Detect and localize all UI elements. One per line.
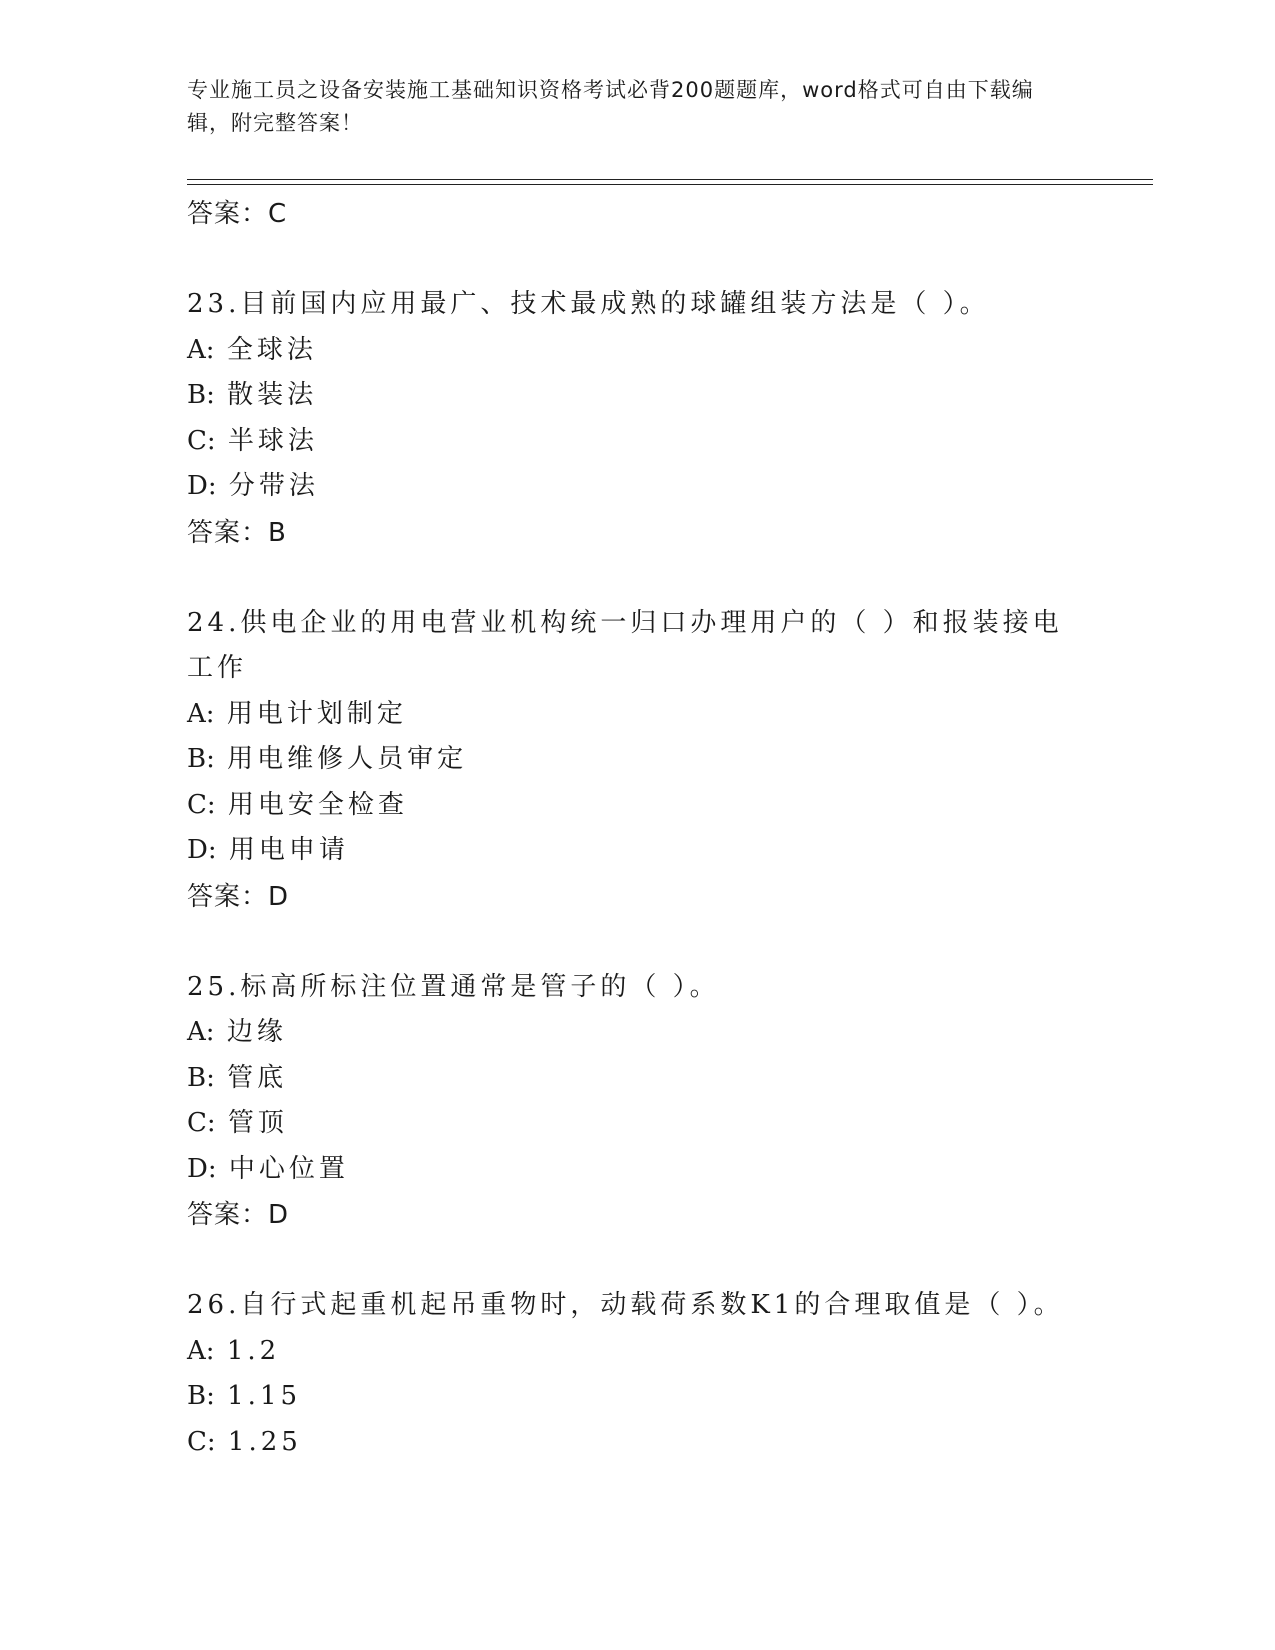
question-stem: 23.目前国内应用最广、技术最成熟的球罐组装方法是（ ）。 (187, 289, 990, 319)
document-header: 专业施工员之设备安装施工基础知识资格考试必背200题题库，word格式可自由下载编辑，附完整答案！ (187, 78, 1034, 135)
option-c: C: 1.25 (187, 1426, 302, 1457)
answer-line: 答案：B (187, 517, 287, 548)
question-block (187, 965, 1087, 1239)
header-divider-top (187, 179, 1153, 180)
option-a: A: 全球法 (187, 334, 317, 365)
option-d: D: 中心位置 (187, 1153, 349, 1184)
option-b: B: 用电维修人员审定 (187, 744, 468, 774)
option-c: C: 半球法 (187, 425, 318, 456)
option-b: B: 1.15 (187, 1381, 302, 1411)
previous-answer: 答案：C (187, 199, 288, 229)
question-stem: 25.标高所标注位置通常是管子的（ ）。 (187, 971, 720, 1002)
question-block (187, 1283, 1087, 1465)
question-block (187, 282, 1087, 556)
option-b: B: 散装法 (187, 380, 318, 410)
option-d: D: 用电申请 (187, 835, 349, 865)
option-a: A: 边缘 (187, 1017, 287, 1047)
question-stem: 26.自行式起重机起吊重物时，动载荷系数K1的合理取值是（ ）。 (187, 1290, 1064, 1320)
question-block (187, 601, 1087, 920)
question-list (187, 191, 1087, 1465)
option-a: A: 1.2 (187, 1335, 281, 1366)
header-divider-bottom (187, 184, 1153, 185)
option-a: A: 用电计划制定 (187, 698, 407, 729)
option-d: D: 分带法 (187, 471, 319, 501)
option-c: C: 管顶 (187, 1108, 288, 1138)
answer-line: 答案：D (187, 1200, 290, 1230)
option-b: B: 管底 (187, 1062, 288, 1093)
answer-line: 答案：D (187, 881, 290, 912)
question-stem: 24.供电企业的用电营业机构统一归口办理用户的（ ）和报装接电工作 (187, 607, 1063, 683)
option-c: C: 用电安全检查 (187, 789, 408, 820)
